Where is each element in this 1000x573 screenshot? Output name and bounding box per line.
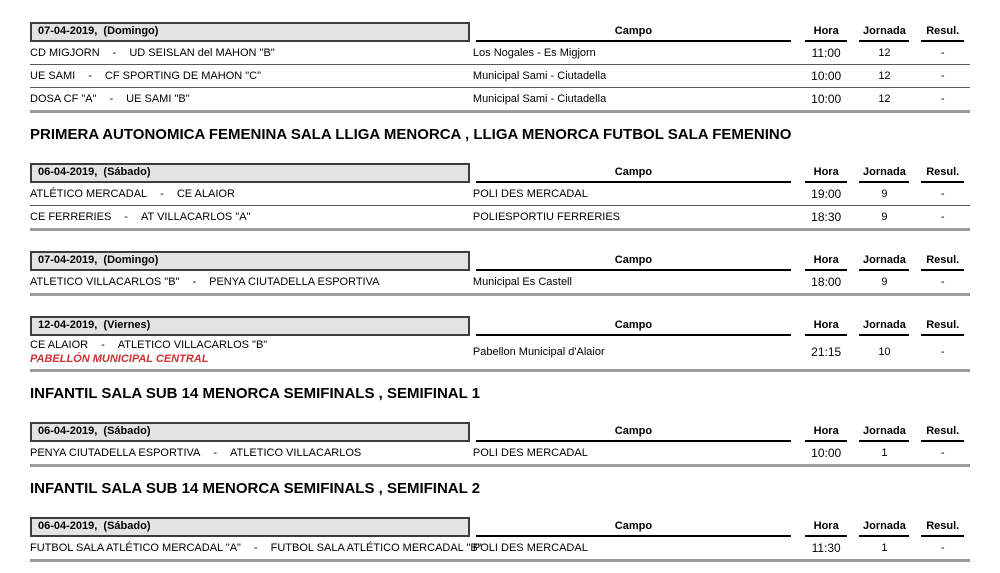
jornada-value: 12	[878, 70, 891, 82]
campo-value: POLI DES MERCADAL	[472, 542, 588, 554]
hora-value: 10:00	[811, 446, 842, 460]
vs-dash: -	[192, 276, 197, 288]
fixture-row	[30, 65, 970, 88]
home-team: FUTBOL SALA ATLÉTICO MERCADAL "A"	[30, 542, 241, 554]
column-header-jornada: Jornada	[859, 425, 909, 442]
jornada-value: 9	[881, 188, 888, 200]
fixtures-table-6	[30, 517, 970, 562]
away-team: ATLETICO VILLACARLOS "B"	[117, 339, 268, 351]
home-team: ATLÉTICO MERCADAL	[30, 188, 148, 200]
away-team: ATLETICO VILLACARLOS	[230, 447, 362, 459]
column-header-campo: Campo	[476, 166, 791, 183]
fixtures-table-1	[30, 22, 970, 113]
home-team: PENYA CIUTADELLA ESPORTIVA	[30, 447, 201, 459]
vs-dash: -	[112, 47, 117, 59]
jornada-value: 9	[881, 211, 888, 223]
date-header: 06-04-2019, (Sábado)	[30, 422, 470, 442]
campo-value: Municipal Sami - Ciutadella	[472, 70, 607, 82]
home-team: UE SAMI	[30, 70, 76, 82]
column-header-jornada: Jornada	[859, 520, 909, 537]
date-header: 07-04-2019, (Domingo)	[30, 251, 470, 271]
away-team: CF SPORTING DE MAHON "C"	[104, 70, 262, 82]
resul-value: -	[940, 447, 945, 459]
home-team: CD MIGJORN	[30, 47, 100, 59]
column-header-resul: Resul.	[921, 319, 964, 336]
column-header-campo: Campo	[476, 425, 791, 442]
hora-value: 18:30	[811, 210, 842, 224]
resul-value: -	[940, 188, 945, 200]
section-heading-semifinal-2: INFANTIL SALA SUB 14 MENORCA SEMIFINALS , SEMIFINAL 2	[30, 480, 481, 497]
fixture-row	[30, 442, 970, 467]
hora-value: 21:15	[811, 345, 842, 359]
hora-value: 18:00	[811, 275, 842, 289]
date-header: 06-04-2019, (Sábado)	[30, 517, 470, 537]
campo-value: Municipal Es Castell	[472, 276, 572, 288]
fixture-row	[30, 183, 970, 206]
column-header-resul: Resul.	[921, 25, 964, 42]
hora-value: 19:00	[811, 187, 842, 201]
vs-dash: -	[109, 93, 114, 105]
column-header-campo: Campo	[476, 25, 791, 42]
date-header: 07-04-2019, (Domingo)	[30, 22, 470, 42]
column-header-resul: Resul.	[921, 254, 964, 271]
fixture-row	[30, 42, 970, 65]
jornada-value: 12	[878, 47, 891, 59]
jornada-value: 12	[878, 93, 891, 105]
vs-dash: -	[253, 542, 258, 554]
fixture-row	[30, 537, 970, 562]
jornada-value: 1	[881, 447, 888, 459]
hora-value: 11:30	[811, 541, 841, 555]
away-team: PENYA CIUTADELLA ESPORTIVA	[209, 276, 380, 288]
vs-dash: -	[101, 339, 105, 351]
campo-value: Pabellon Municipal d'Alaior	[472, 346, 605, 358]
away-team: UD SEISLAN del MAHON "B"	[129, 47, 275, 59]
table-header	[30, 251, 970, 271]
resul-value: -	[940, 346, 945, 358]
home-team: ATLETICO VILLACARLOS "B"	[30, 276, 180, 288]
campo-value: POLI DES MERCADAL	[472, 188, 588, 200]
fixtures-table-3	[30, 251, 970, 296]
fixture-row	[30, 336, 970, 372]
column-header-hora: Hora	[805, 520, 848, 537]
away-team: CE ALAIOR	[176, 188, 235, 200]
fixtures-table-2	[30, 163, 970, 231]
section-heading-femenina: PRIMERA AUTONOMICA FEMENINA SALA LLIGA MENORCA , LLIGA MENORCA FUTBOL SALA FEMENINO	[30, 126, 792, 143]
table-header	[30, 22, 970, 42]
column-header-jornada: Jornada	[859, 319, 909, 336]
date-header: 12-04-2019, (Viernes)	[30, 316, 470, 336]
vs-dash: -	[88, 70, 92, 82]
fixtures-table-4	[30, 316, 970, 372]
vs-dash: -	[124, 211, 128, 223]
jornada-value: 1	[881, 542, 888, 554]
hora-value: 11:00	[811, 46, 841, 60]
campo-value: Los Nogales - Es Migjorn	[472, 47, 596, 59]
vs-dash: -	[213, 447, 218, 459]
home-team: CE FERRERIES	[30, 211, 112, 223]
home-team: CE ALAIOR	[30, 339, 89, 351]
column-header-resul: Resul.	[921, 520, 964, 537]
campo-value: POLI DES MERCADAL	[472, 447, 588, 459]
vs-dash: -	[160, 188, 164, 200]
resul-value: -	[940, 70, 945, 82]
column-header-resul: Resul.	[921, 166, 964, 183]
column-header-jornada: Jornada	[859, 25, 909, 42]
jornada-value: 9	[881, 276, 888, 288]
resul-value: -	[940, 47, 945, 59]
column-header-hora: Hora	[805, 166, 848, 183]
column-header-campo: Campo	[476, 520, 791, 537]
away-team: FUTBOL SALA ATLÉTICO MERCADAL "B"	[270, 542, 482, 554]
hora-value: 10:00	[811, 69, 842, 83]
column-header-campo: Campo	[476, 254, 791, 271]
column-header-hora: Hora	[805, 319, 848, 336]
resul-value: -	[940, 211, 945, 223]
section-heading-semifinal-1: INFANTIL SALA SUB 14 MENORCA SEMIFINALS , SEMIFINAL 1	[30, 385, 481, 402]
fixture-row	[30, 206, 970, 231]
campo-value: Municipal Sami - Ciutadella	[472, 93, 607, 105]
resul-value: -	[940, 93, 945, 105]
table-header	[30, 422, 970, 442]
campo-value: POLIESPORTIU FERRERIES	[472, 211, 621, 223]
resul-value: -	[940, 276, 945, 288]
date-header: 06-04-2019, (Sábado)	[30, 163, 470, 183]
table-header	[30, 316, 970, 336]
column-header-hora: Hora	[805, 425, 848, 442]
fixture-row	[30, 88, 970, 113]
resul-value: -	[940, 542, 945, 554]
jornada-value: 10	[878, 346, 891, 358]
table-header	[30, 517, 970, 537]
column-header-jornada: Jornada	[859, 254, 909, 271]
column-header-jornada: Jornada	[859, 166, 909, 183]
column-header-campo: Campo	[476, 319, 791, 336]
away-team: UE SAMI "B"	[126, 93, 190, 105]
hora-value: 10:00	[811, 92, 842, 106]
column-header-hora: Hora	[805, 25, 848, 42]
table-header	[30, 163, 970, 183]
fixtures-table-5	[30, 422, 970, 467]
column-header-hora: Hora	[805, 254, 848, 271]
away-team: AT VILLACARLOS "A"	[140, 211, 251, 223]
fixture-row	[30, 271, 970, 296]
home-team: DOSA CF "A"	[30, 93, 97, 105]
venue-note: PABELLÓN MUNICIPAL CENTRAL	[30, 353, 209, 365]
column-header-resul: Resul.	[921, 425, 964, 442]
